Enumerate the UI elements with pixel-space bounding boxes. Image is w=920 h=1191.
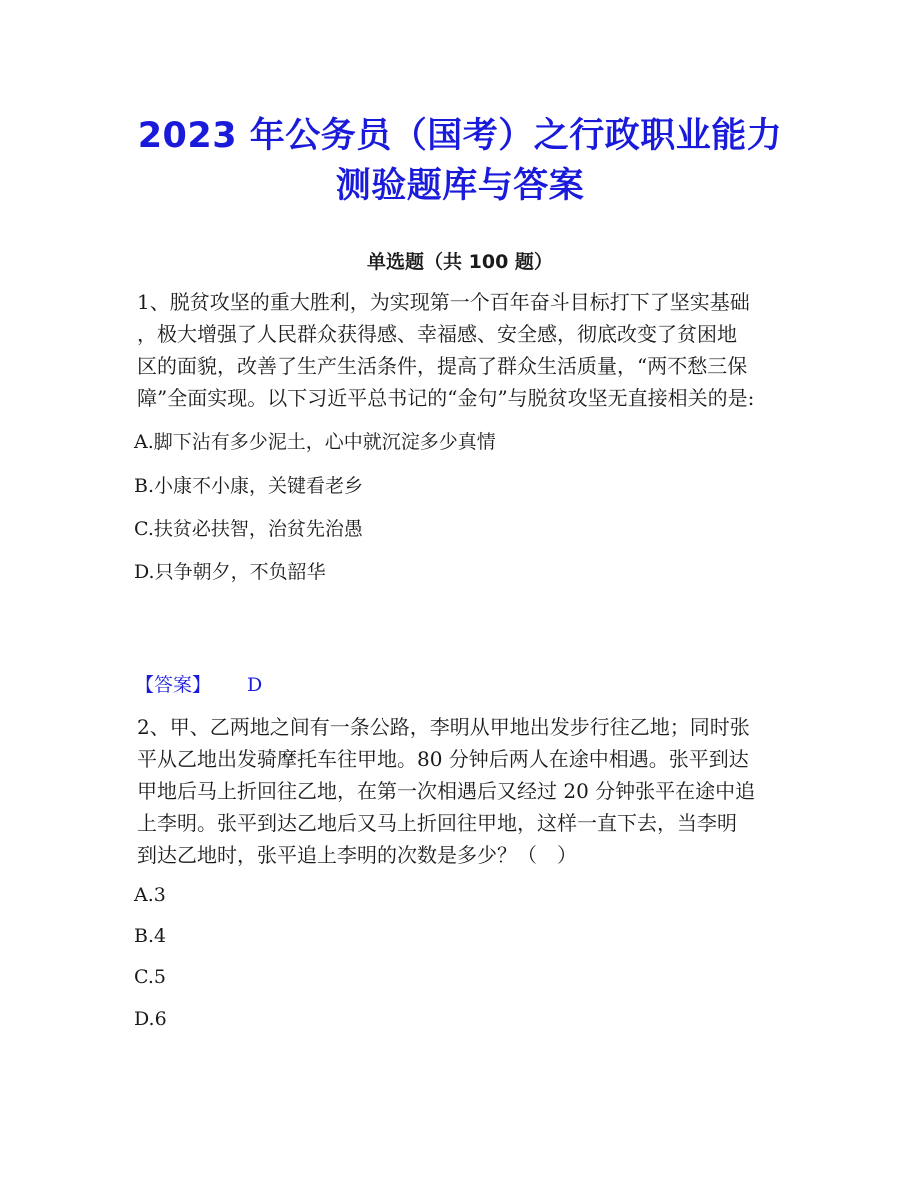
question-1-option-d: D.只争朝夕，不负韶华 [134, 561, 326, 583]
question-2-option-d: D.6 [134, 1008, 167, 1030]
answer-label: 【答案】 [135, 674, 212, 696]
document-title-line-2: 测验题库与答案 [335, 166, 585, 206]
question-2-stem-line: 上李明。张平到达乙地后又马上折回往甲地，这样一直下去，当李明 [137, 811, 737, 835]
question-2-stem-line: 2、甲、乙两地之间有一条公路，李明从甲地出发步行往乙地；同时张 [137, 715, 750, 739]
question-2-stem-line: 到达乙地时，张平追上李明的次数是多少？（ ） [137, 843, 577, 867]
question-1-option-a: A.脚下沾有多少泥土，心中就沉淀多少真情 [134, 431, 496, 453]
question-2-option-a: A.3 [134, 884, 166, 906]
question-1-answer [135, 671, 262, 699]
question-1-option-b: B.小康不小康，关键看老乡 [134, 475, 364, 497]
question-2-option-c: C.5 [134, 966, 166, 988]
question-2-option-b: B.4 [134, 925, 167, 947]
question-1-option-c: C.扶贫必扶智，治贫先治愚 [134, 518, 363, 540]
question-2-stem-line: 平从乙地出发骑摩托车往甲地。80 分钟后两人在途中相遇。张平到达 [137, 747, 749, 771]
question-1-stem-line: 1、脱贫攻坚的重大胜利，为实现第一个百年奋斗目标打下了坚实基础 [137, 290, 750, 314]
question-1-stem-line: 障”全面实现。以下习近平总书记的“金句”与脱贫攻坚无直接相关的是: [137, 386, 755, 410]
document-title-line-1: 2023 年公务员（国考）之行政职业能力 [137, 116, 783, 156]
section-heading: 单选题（共 100 题） [367, 251, 553, 273]
question-2-stem-line: 甲地后马上折回往乙地，在第一次相遇后又经过 20 分钟张平在途中追 [137, 779, 756, 803]
question-1-stem-line: 区的面貌，改善了生产生活条件，提高了群众生活质量，“两不愁三保 [137, 354, 748, 378]
answer-value: D [247, 674, 263, 696]
question-1-stem-line: ，极大增强了人民群众获得感、幸福感、安全感，彻底改变了贫困地 [137, 322, 737, 346]
